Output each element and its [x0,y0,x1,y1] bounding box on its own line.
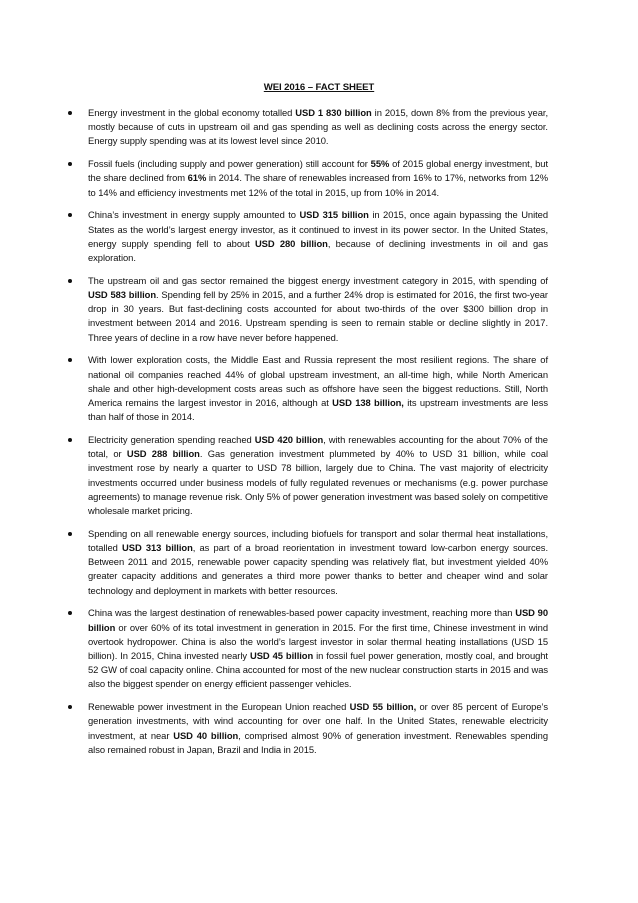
bold-figure: 55% [370,158,390,170]
bold-figure: USD 313 billion [122,542,193,554]
bullet-item [88,157,548,200]
bold-figure: USD 583 billion [88,289,157,301]
bold-figure: USD 1 830 billion [295,107,372,118]
bullet-text: Renewable power investment in the European Union reached [88,701,350,713]
bullet-dot-icon [68,611,72,615]
bullet-text: Fossil fuels (including supply and power generation) still account for [88,158,371,170]
bold-figure: 61% [187,172,207,184]
bold-figure: USD 138 billion, [332,397,404,409]
bullet-text: of 2015 global energy investment, but the share declined from [88,158,548,184]
bullet-text: in fossil fuel power generation, mostly coal, and brought 52 GW of coal capacity online. China accounted for most of the new nuclear construction starts in 2015 and was also the biggest spender on energy efficient passenger vehicles. [88,650,548,690]
bullet-text: or over 85 percent of Europe’s generation investments, with wind accounting for over one half. In the United States, renewable electricity investment, at near [88,701,549,741]
page-title: WEI 2016 – FACT SHEET [263,82,375,93]
bullet-item [88,433,548,518]
bullet-item [88,353,548,424]
bullet-list [88,106,548,766]
bullet-text: Energy investment in the global economy totalled [88,107,296,118]
bullet-item [88,106,548,149]
bullet-item [88,274,548,345]
bullet-item [88,527,548,598]
bullet-text: or over 60% of its total investment in generation in 2015. For the first time, Chinese investment in wind overtook hydropower. China is also the world’s largest investor in solar thermal heating installations (USD 15 billion). In 2015, China invested nearly [88,621,548,662]
bullet-text: , comprised almost 90% of generation investment. Renewables spending also remained robust in Japan, Brazil and India in 2015. [88,729,548,755]
bullet-text: . Gas generation investment plummeted by 40% to USD 31 billion, while coal investment rose by nearly a quarter to USD 78 billion, largely due to China. The vast majority of electricity investments occurred under business models of fully regulated revenues or mechanisms (e.g. power purchase agreements) to manage revenue risk. Only 5% of power generation investment was based solely on competitive wholesale market pricing. [88,448,548,517]
bullet-text: The upstream oil and gas sector remained the biggest energy investment category in 2015, with spending of [88,274,548,286]
bullet-text: , with renewables accounting for the about 70% of the total, or [88,434,548,460]
bullet-text: in 2014. The share of renewables increased from 16% to 17%, networks from 12% to 14% and efficiency investments met 12% of the total in 2015, up from 10% in 2014. [88,172,548,198]
bullet-text: . Spending fell by 25% in 2015, and a further 24% drop is estimated for 2016, the first two-year drop in 30 years. But fast-declining costs accounted for about two-thirds of the over $300 billion drop in investment between 2014 and 2016. Upstream spending is seen to remain stable or decline slightly in 2017. Three years of decline in a row have never before happened. [88,289,549,343]
bullet-dot-icon [68,705,72,709]
bullet-text: , because of declining investments in oil and gas exploration. [88,237,548,264]
bullet-dot-icon [68,358,72,362]
bold-figure: USD 420 billion [254,434,324,446]
bullet-dot-icon [68,213,72,217]
bullet-dot-icon [68,438,72,442]
bullet-text: in 2015, down 8% from the previous year, mostly because of cuts in upstream oil and gas spending as well as declining costs across the energy sector. Energy supply spending was at its lowest level since 2010. [88,107,548,147]
bullet-item [88,606,548,691]
bullet-dot-icon [68,532,72,536]
bullet-text: , as part of a broad reorientation in investment toward low-carbon energy sources. Between 2011 and 2015, renewable power capacity spending was relatively flat, but investment yielded 40% greater capacity additions and generates a third more power thanks to better and cheaper wind and solar technology and deployment in markets with better resources. [88,542,548,596]
bullet-text: Spending on all renewable energy sources, including biofuels for transport and solar thermal heat installations, totalled [88,527,548,554]
bullet-dot-icon [68,111,72,115]
bold-figure: USD 288 billion [126,448,200,460]
bullet-text: China was the largest destination of renewables-based power capacity investment, reaching more than [88,607,516,619]
bullet-dot-icon [68,162,72,166]
bullet-text: With lower exploration costs, the Middle East and Russia represent the most resilient regions. The share of national oil companies reached 44% of global upstream investment, an all-time high, while North American shale and other high-development costs areas such as offshore have seen the biggest reductions. Still, North America remains the largest investor in 2016, although at [88,354,548,409]
bullet-text: in 2015, once again bypassing the United States as the world’s largest energy investor, as it continued to invest in its power sector. In the United States, energy supply spending fell to about [88,209,549,249]
bold-figure: USD 40 billion [173,729,239,741]
bold-figure: USD 280 billion [254,237,328,249]
bullet-text: its upstream investments are less than half of those in 2014. [88,397,548,423]
bullet-item [88,208,548,265]
bullet-text: China’s investment in energy supply amounted to [88,209,300,221]
bold-figure: USD 55 billion, [349,701,417,713]
bold-figure: USD 90 billion [88,607,548,633]
bullet-item [88,700,548,757]
bold-figure: USD 45 billion [250,650,314,662]
bold-figure: USD 315 billion [299,209,369,221]
bullet-dot-icon [68,279,72,283]
bullet-text: Electricity generation spending reached [88,434,255,446]
